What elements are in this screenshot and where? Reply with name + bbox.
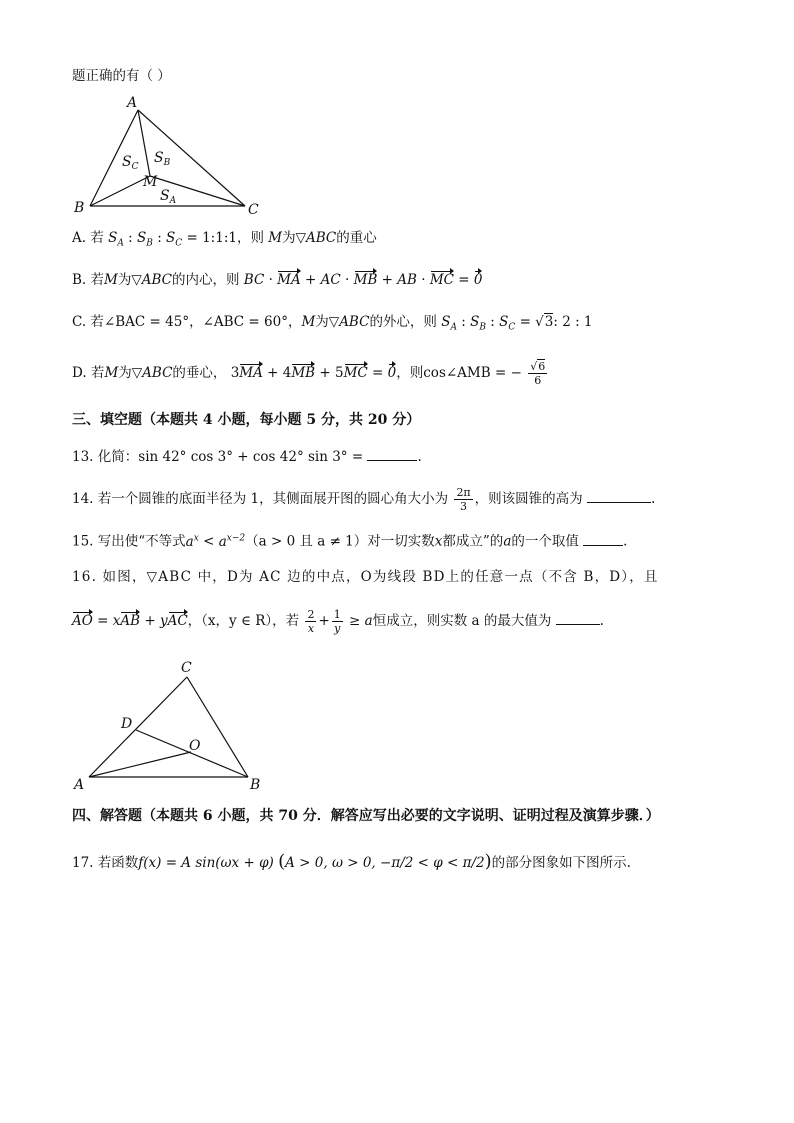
label-c: C [248, 202, 259, 218]
question-16-line-1: 16. 如图，▽ABC 中，D为 AC 边的中点，O为线段 BD上的任意一点（不含 B，D），且 [72, 569, 659, 585]
answer-blank-16[interactable] [556, 611, 600, 625]
label-o: O [189, 738, 201, 754]
label-m: M [143, 174, 158, 190]
label-sa: $S_A$ [160, 188, 177, 206]
question-16-line-2: AO = xAB + yAC，（x，y ∈ R），若 $\frac{2}{x}$ + $\frac{1}{y}$ ≥ a恒成立，则实数 a 的最大值为 . [72, 608, 604, 635]
label-sc: $S_C$ [122, 154, 139, 172]
label-b: B [250, 777, 261, 793]
question-17: 17. 若函数f(x) = A sin(ωx + φ) (A > 0, ω > 0, −π/2 < φ < π/2)的部分图象如下图所示. [72, 851, 631, 872]
triangle-figure-1 [70, 92, 270, 222]
segment-ao [89, 752, 191, 777]
section-4-heading: 四、解答题（本题共 6 小题，共 70 分．解答应写出必要的文字说明、证明过程及演算步骤．） [72, 808, 660, 824]
question-13: 13. 化简：sin 42° cos 3° + cos 42° sin 3° = . [72, 449, 422, 465]
label-b: B [74, 200, 85, 216]
question-14: 14. 若一个圆锥的底面半径为 1，其侧面展开图的圆心角大小为 $\frac{2\pi}{3}$ ，则该圆锥的高为 . [72, 486, 656, 513]
option-a: A. 若 $S_A$ : $S_B$ : $S_C$ = 1:1:1，则 M为▽ABC的重心 [72, 230, 377, 249]
edge-ac [89, 677, 187, 777]
answer-blank-13[interactable] [367, 447, 417, 461]
label-d: D [121, 716, 133, 732]
segment-bm [90, 176, 150, 206]
answer-blank-14[interactable] [587, 489, 651, 503]
label-a: A [74, 777, 85, 793]
answer-blank-15[interactable] [583, 532, 623, 546]
label-sb: $S_B$ [154, 150, 171, 168]
question-continuation: 题正确的有（ ） [72, 68, 171, 84]
option-b: B. 若M为▽ABC的内心，则 BC · MA + AC · MB + AB · MC = 0 [72, 272, 483, 288]
triangle-figure-2 [70, 656, 280, 796]
label-a: A [127, 95, 138, 111]
option-c: C. 若∠BAC = 45°，∠ABC = 60°，M为▽ABC的外心，则 $S_A$ : $S_B$ : $S_C = √3$: 2 : 1 [72, 314, 593, 333]
label-c: C [181, 660, 192, 676]
question-15: 15. 写出使“不等式$a^x < a^{x-2}(a > 0$ 且 a ≠ 1）对一切实数x都成立”的a的一个取值 . [72, 533, 628, 550]
option-d: D. 若M为▽ABC的垂心， 3MA + 4MB + 5MC = 0，则cos∠AMB = − $\frac{√6}{6}$ [72, 360, 546, 387]
section-3-heading: 三、填空题（本题共 4 小题，每小题 5 分，共 20 分） [72, 412, 421, 428]
edge-cb [187, 677, 248, 777]
